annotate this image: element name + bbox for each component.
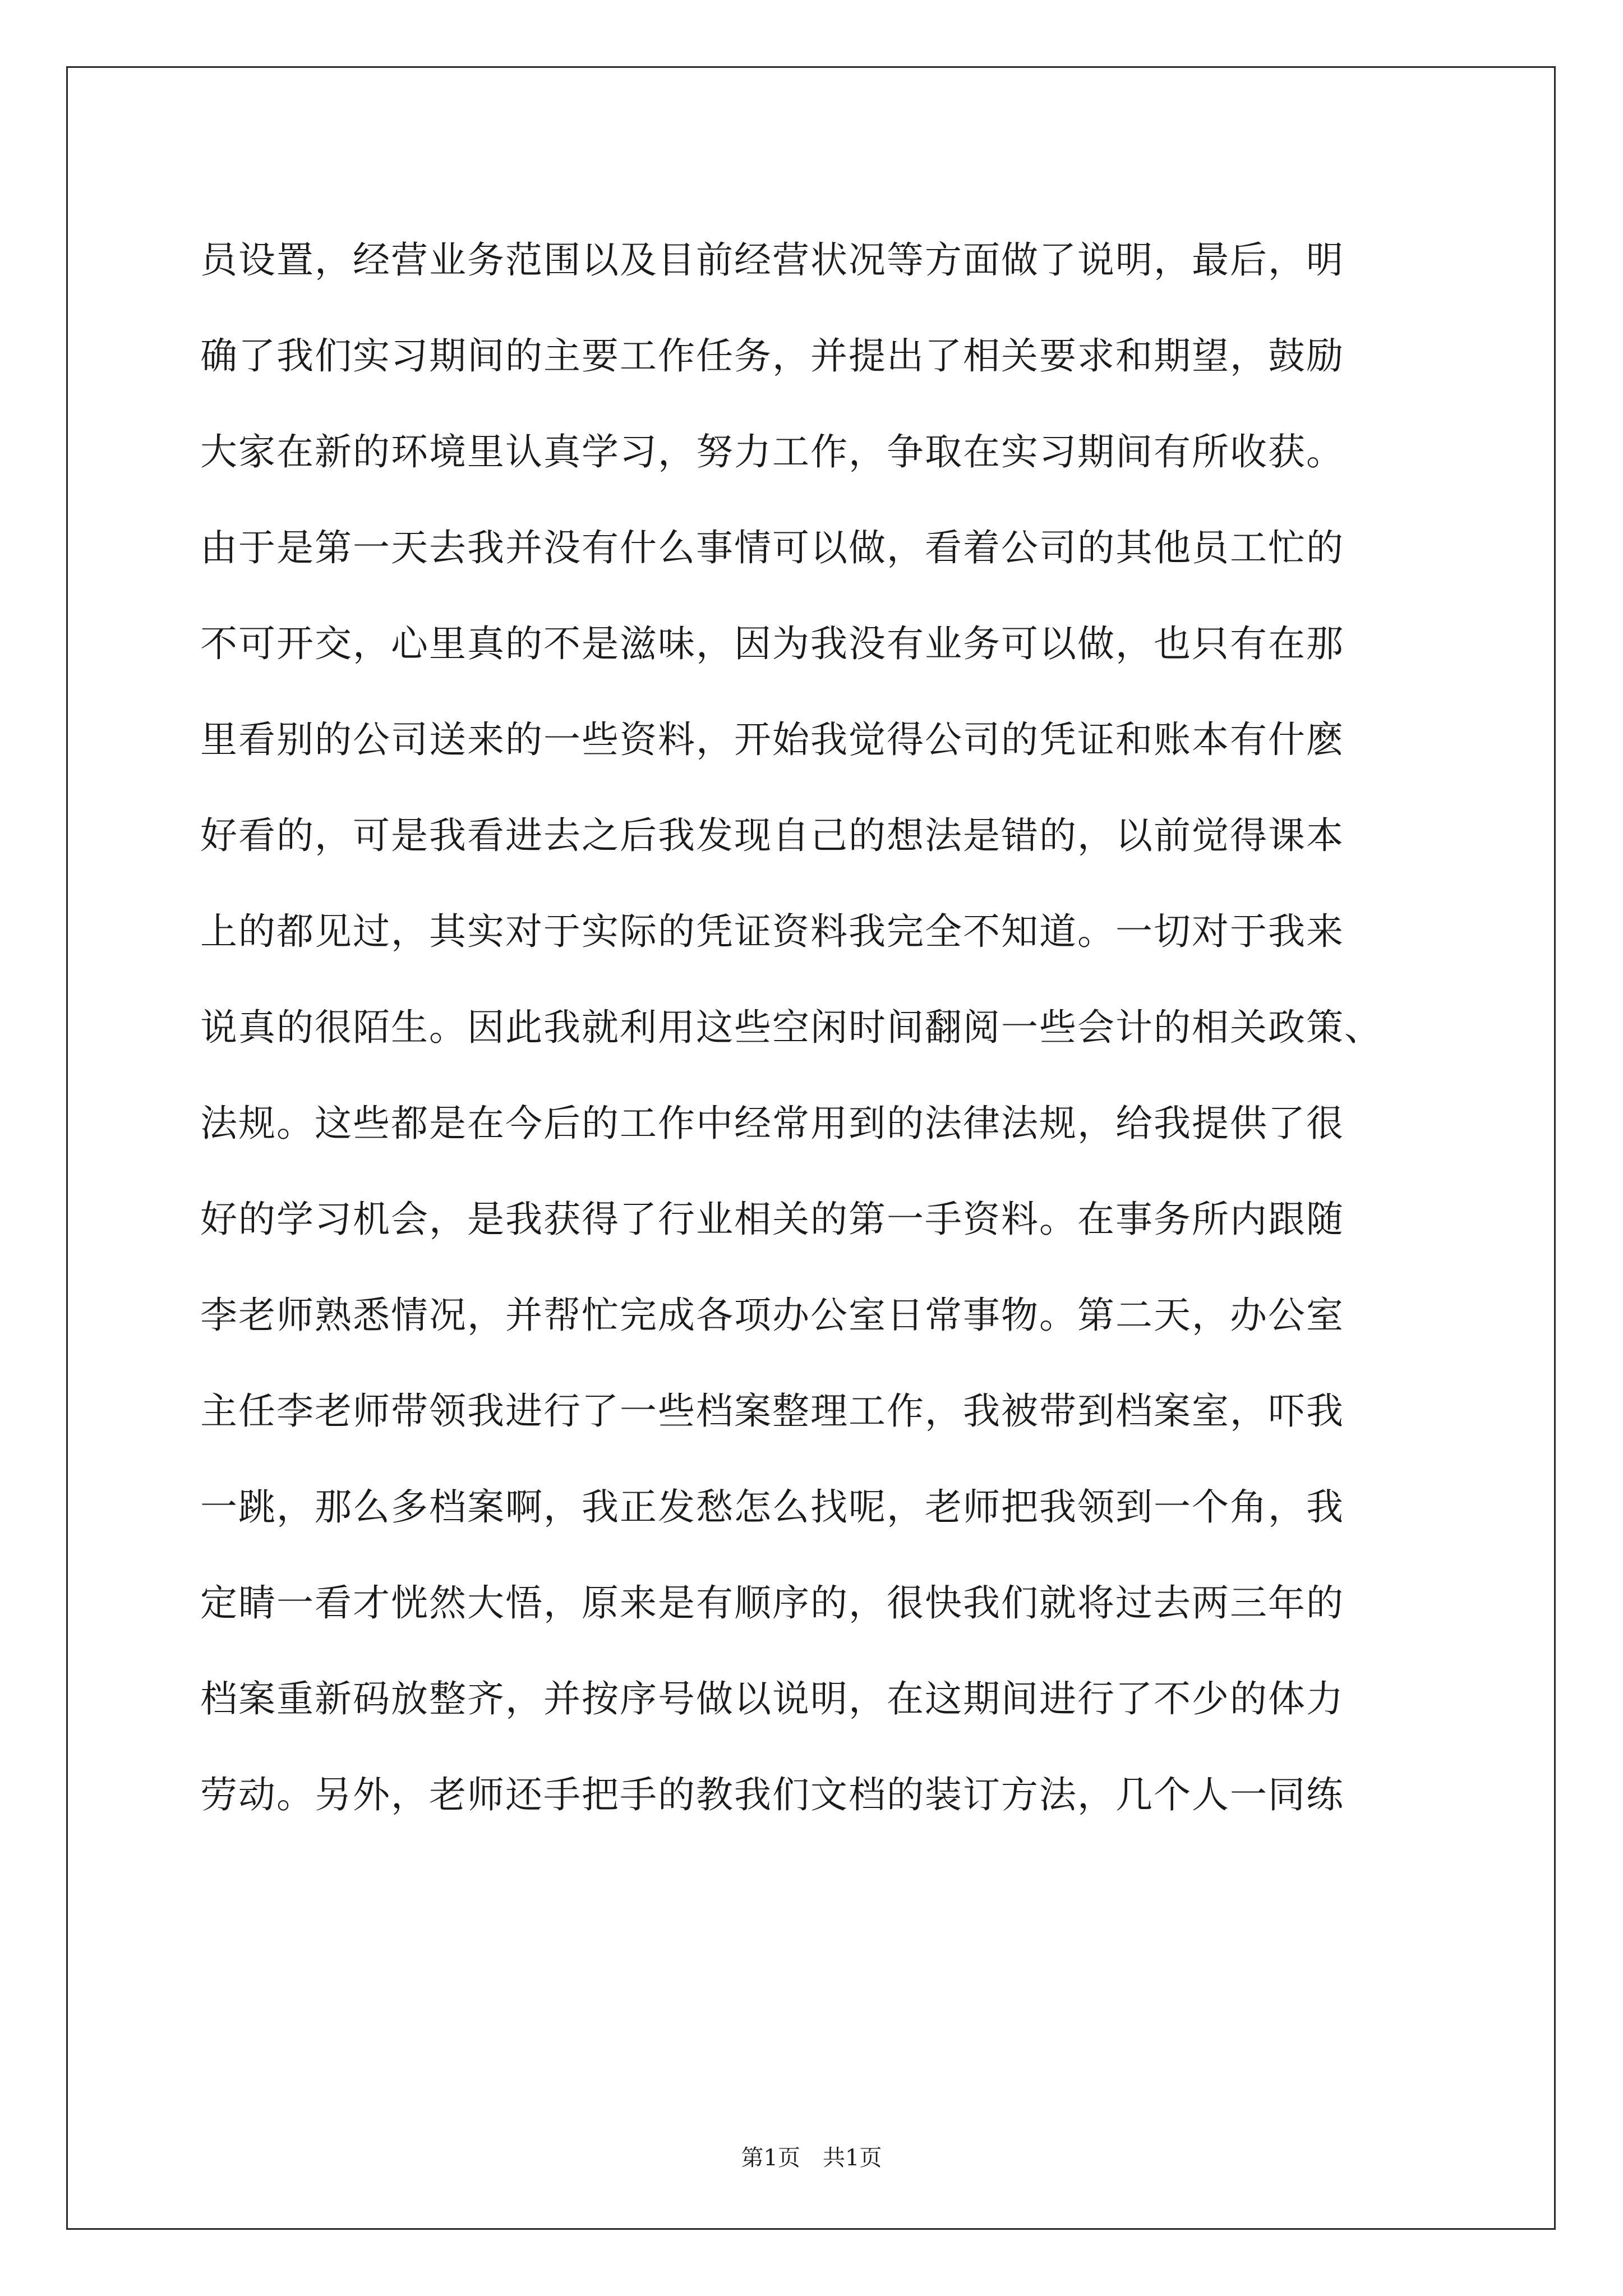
text-line: 法规。这些都是在今后的工作中经常用到的法律法规，给我提供了很	[200, 1102, 1344, 1145]
text-line: 李老师熟悉情况，并帮忙完成各项办公室日常事物。第二天，办公室	[200, 1294, 1344, 1337]
text-line: 定睛一看才恍然大悟，原来是有顺序的，很快我们就将过去两三年的	[200, 1581, 1344, 1625]
text-line: 确了我们实习期间的主要工作任务，并提出了相关要求和期望，鼓励	[200, 334, 1344, 378]
text-line: 说真的很陌生。因此我就利用这些空闲时间翻阅一些会计的相关政策、	[200, 1006, 1382, 1049]
text-line: 由于是第一天去我并没有什么事情可以做，看着公司的其他员工忙的	[200, 526, 1344, 569]
text-line: 主任李老师带领我进行了一些档案整理工作，我被带到档案室，吓我	[200, 1389, 1344, 1433]
text-line: 员设置，经营业务范围以及目前经营状况等方面做了说明，最后，明	[200, 238, 1344, 282]
text-line: 一跳，那么多档案啊，我正发愁怎么找呢，老师把我领到一个角，我	[200, 1485, 1344, 1529]
text-line: 好的学习机会，是我获得了行业相关的第一手资料。在事务所内跟随	[200, 1198, 1344, 1241]
text-line: 好看的，可是我看进去之后我发现自己的想法是错的，以前觉得课本	[200, 814, 1344, 857]
text-line: 大家在新的环境里认真学习，努力工作，争取在实习期间有所收获。	[200, 430, 1344, 473]
text-line: 不可开交，心里真的不是滋味，因为我没有业务可以做，也只有在那	[200, 622, 1344, 665]
page-number-footer: 第1页 共1页	[741, 2145, 882, 2171]
text-line: 劳动。另外，老师还手把手的教我们文档的装订方法，几个人一同练	[200, 1773, 1344, 1816]
text-line: 档案重新码放整齐，并按序号做以说明，在这期间进行了不少的体力	[200, 1677, 1344, 1720]
text-line: 上的都见过，其实对于实际的凭证资料我完全不知道。一切对于我来	[200, 910, 1344, 953]
document-body	[200, 212, 1434, 1843]
text-line: 里看别的公司送来的一些资料，开始我觉得公司的凭证和账本有什麽	[200, 718, 1344, 761]
